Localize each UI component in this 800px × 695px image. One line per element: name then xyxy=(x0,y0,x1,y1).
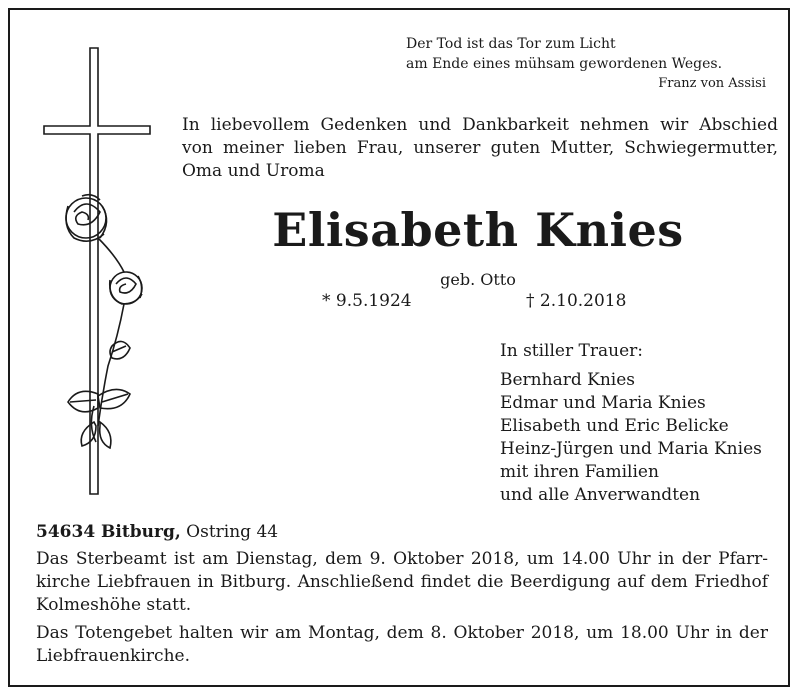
mourner-name: und alle Anverwandten xyxy=(500,485,701,505)
prayer-line: Das Totengebet halten wir am Montag, dem 8. Oktober 2018, um 18.00 Uhr in der xyxy=(36,623,768,643)
funeral-line: Das Sterbeamt ist am Dienstag, dem 9. Oktober 2018, um 14.00 Uhr in der Pfarr- xyxy=(36,549,768,569)
mourner-name: Edmar und Maria Knies xyxy=(500,393,706,413)
prayer-line: Liebfrauenkirche. xyxy=(36,646,190,666)
funeral-line: kirche Liebfrauen in Bitburg. Anschließend findet die Beerdigung auf dem Friedhof xyxy=(36,572,768,592)
lower-rose xyxy=(110,272,142,304)
mourner-name: Heinz-Jürgen und Maria Knies xyxy=(500,439,762,459)
birth-date: * 9.5.1924 xyxy=(322,291,412,311)
intro-line: Oma und Uroma xyxy=(182,161,325,181)
mourner-name: Bernhard Knies xyxy=(500,370,635,390)
quote-author: Franz von Assisi xyxy=(658,76,766,91)
deceased-name: Elisabeth Knies xyxy=(272,203,684,257)
intro-line: In liebevollem Gedenken und Dankbarkeit nehmen wir Abschied xyxy=(182,115,778,135)
death-date: † 2.10.2018 xyxy=(526,291,627,311)
mourners-list xyxy=(500,340,762,507)
funeral-info xyxy=(36,548,768,617)
mourner-name: mit ihren Familien xyxy=(500,462,659,482)
obituary-notice xyxy=(8,8,790,687)
quote-line: am Ende eines mühsam gewordenen Weges. xyxy=(406,56,723,72)
mourner-name: Elisabeth und Eric Belicke xyxy=(500,416,729,436)
prayer-info xyxy=(36,622,768,668)
birth-name: geb. Otto xyxy=(440,270,516,289)
funeral-line: Kolmeshöhe statt. xyxy=(36,595,192,615)
upper-rose xyxy=(66,195,107,242)
address-city: 54634 Bitburg, xyxy=(36,522,181,542)
address xyxy=(36,522,278,542)
quote-line: Der Tod ist das Tor zum Licht xyxy=(406,36,616,52)
cross-with-roses-icon xyxy=(38,46,168,506)
mourners-heading: In stiller Trauer: xyxy=(500,341,643,361)
intro-line: von meiner lieben Frau, unserer guten Mutter, Schwiegermutter, xyxy=(182,138,778,158)
intro-text xyxy=(182,114,778,183)
memorial-quote xyxy=(406,34,766,94)
address-street: Ostring 44 xyxy=(180,522,279,542)
